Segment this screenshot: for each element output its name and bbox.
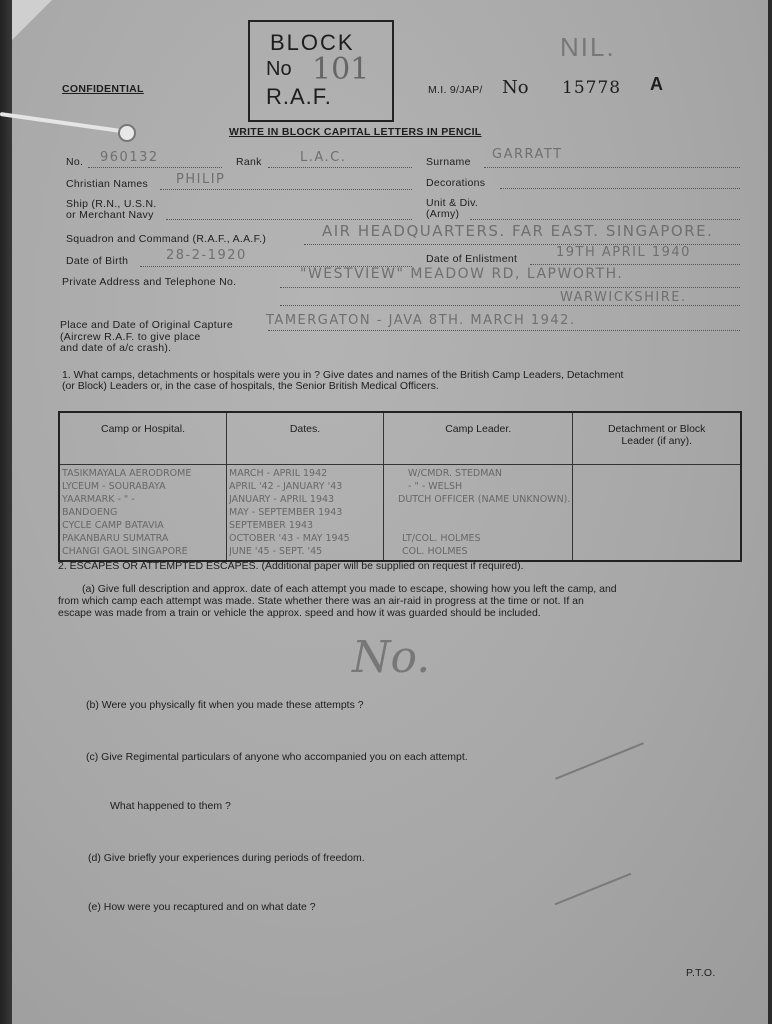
address-value-2: WARWICKSHIRE. bbox=[560, 290, 687, 305]
leader-entry: DUTCH OFFICER (NAME UNKNOWN). bbox=[398, 494, 571, 505]
date-entry: OCTOBER '43 - MAY 1945 bbox=[229, 533, 350, 544]
leader-entry: W/CMDR. STEDMAN bbox=[408, 468, 502, 479]
question-1-line-2: (or Block) Leaders or, in the case of hospitals, the Senior British Medical Officers. bbox=[62, 380, 439, 392]
camps-table bbox=[58, 411, 742, 562]
header-camp-leader: Camp Leader. bbox=[384, 412, 573, 465]
serial-number: 15778 bbox=[562, 78, 622, 98]
question-2a-line-2: from which camp each attempt was made. State whether there was an air-raid in progress at the time or not. If an bbox=[58, 595, 584, 607]
camp-entry: YAARMARK - " - bbox=[62, 494, 135, 505]
camp-entry: TASIKMAYALA AERODROME bbox=[62, 468, 192, 479]
ship-label-2: or Merchant Navy bbox=[66, 209, 154, 221]
escape-answer: No. bbox=[352, 632, 431, 683]
surname-value: GARRATT bbox=[492, 147, 563, 162]
nil-annotation: NIL. bbox=[560, 32, 616, 62]
camp-entry: CYCLE CAMP BATAVIA bbox=[62, 520, 164, 531]
camp-column bbox=[59, 465, 227, 562]
date-entry: APRIL '42 - JANUARY '43 bbox=[229, 481, 343, 492]
date-entry: JUNE '45 - SEPT. '45 bbox=[229, 546, 323, 557]
camp-entry: PAKANBARU SUMATRA bbox=[62, 533, 169, 544]
leader-entry bbox=[386, 506, 570, 519]
instruction-heading: WRITE IN BLOCK CAPITAL LETTERS IN PENCIL bbox=[229, 126, 482, 138]
question-2d: (d) Give briefly your experiences during periods of freedom. bbox=[88, 852, 365, 864]
block-stamp bbox=[248, 20, 394, 122]
squadron-value: AIR HEADQUARTERS. FAR EAST. SINGAPORE. bbox=[322, 222, 714, 240]
stamp-number: 101 bbox=[312, 52, 370, 87]
question-2a-line-3: escape was made from a train or vehicle the approx. speed and how it was guarded should be included. bbox=[58, 607, 541, 619]
decorations-label: Decorations bbox=[426, 177, 486, 189]
rank-value: L.A.C. bbox=[300, 150, 347, 165]
address-value: "WESTVIEW" MEADOW RD, LAPWORTH. bbox=[300, 266, 624, 282]
no-label: No. bbox=[66, 156, 84, 168]
camp-entry: LYCEUM - SOURABAYA bbox=[62, 481, 166, 492]
date-entry: JANUARY - APRIL 1943 bbox=[229, 494, 335, 505]
capture-label-2: (Aircrew R.A.F. to give place bbox=[60, 331, 201, 343]
surname-label: Surname bbox=[426, 156, 471, 168]
stamp-line-3: R.A.F. bbox=[266, 84, 332, 109]
serial-suffix: A bbox=[650, 74, 663, 94]
date-entry: SEPTEMBER 1943 bbox=[229, 520, 314, 531]
leader-entry bbox=[386, 519, 570, 532]
question-2b: (b) Were you physically fit when you made these attempts ? bbox=[86, 699, 364, 711]
ship-label-1: Ship (R.N., U.S.N. bbox=[66, 198, 157, 210]
detachment-column bbox=[573, 465, 741, 562]
unit-label-2: (Army) bbox=[426, 208, 460, 220]
leader-entry: LT/COL. HOLMES bbox=[402, 533, 481, 544]
header-detachment-leader: Detachment or Block Leader (if any). bbox=[573, 412, 741, 465]
enlistment-label: Date of Enlistment bbox=[426, 253, 518, 265]
number-label: No bbox=[502, 77, 529, 98]
header-camp: Camp or Hospital. bbox=[59, 412, 227, 465]
form-reference: M.I. 9/JAP/ bbox=[428, 84, 483, 96]
header-dates: Dates. bbox=[227, 412, 384, 465]
enlistment-value: 19TH APRIL 1940 bbox=[556, 245, 691, 260]
christian-names-value: PHILIP bbox=[176, 172, 226, 187]
date-entry: MARCH - APRIL 1942 bbox=[229, 468, 328, 479]
christian-names-label: Christian Names bbox=[66, 178, 149, 190]
date-entry: MAY - SEPTEMBER 1943 bbox=[229, 507, 343, 518]
capture-label-1: Place and Date of Original Capture bbox=[60, 319, 234, 331]
stamp-line-1: BLOCK bbox=[270, 30, 355, 55]
question-2c-followup: What happened to them ? bbox=[110, 800, 231, 812]
leader-entry: - " - WELSH bbox=[408, 481, 463, 492]
capture-value: TAMERGATON - JAVA 8TH. MARCH 1942. bbox=[266, 313, 576, 328]
question-2c: (c) Give Regimental particulars of anyone who accompanied you on each attempt. bbox=[86, 751, 468, 763]
unit-label-1: Unit & Div. bbox=[426, 197, 479, 209]
camp-entry: BANDOENG bbox=[62, 507, 118, 518]
stamp-line-2: No bbox=[266, 58, 292, 80]
punch-hole bbox=[118, 124, 136, 142]
rank-label: Rank bbox=[236, 156, 262, 168]
dob-label: Date of Birth bbox=[66, 255, 129, 267]
question-2e: (e) How were you recaptured and on what date ? bbox=[88, 901, 316, 913]
leader-entry: COL. HOLMES bbox=[402, 546, 468, 557]
no-value: 960132 bbox=[100, 150, 159, 165]
leader-column bbox=[384, 465, 573, 562]
question-1-line-1: 1. What camps, detachments or hospitals were you in ? Give dates and names of the British Camp Leaders, Detachment bbox=[62, 369, 624, 381]
question-2-heading: 2. ESCAPES OR ATTEMPTED ESCAPES. (Additional paper will be supplied on request if required). bbox=[58, 560, 524, 572]
address-label: Private Address and Telephone No. bbox=[62, 276, 237, 288]
camp-entry: CHANGI GAOL SINGAPORE bbox=[62, 546, 188, 557]
confidential-label: CONFIDENTIAL bbox=[62, 83, 144, 95]
capture-label-3: and date of a/c crash). bbox=[60, 342, 172, 354]
dob-value: 28-2-1920 bbox=[166, 248, 247, 263]
question-2a-line-1: (a) Give full description and approx. date of each attempt you made to escape, showing how you left the camp, and bbox=[82, 583, 617, 595]
dates-column bbox=[227, 465, 384, 562]
pto-label: P.T.O. bbox=[686, 967, 716, 979]
squadron-label: Squadron and Command (R.A.F., A.A.F.) bbox=[66, 233, 267, 245]
